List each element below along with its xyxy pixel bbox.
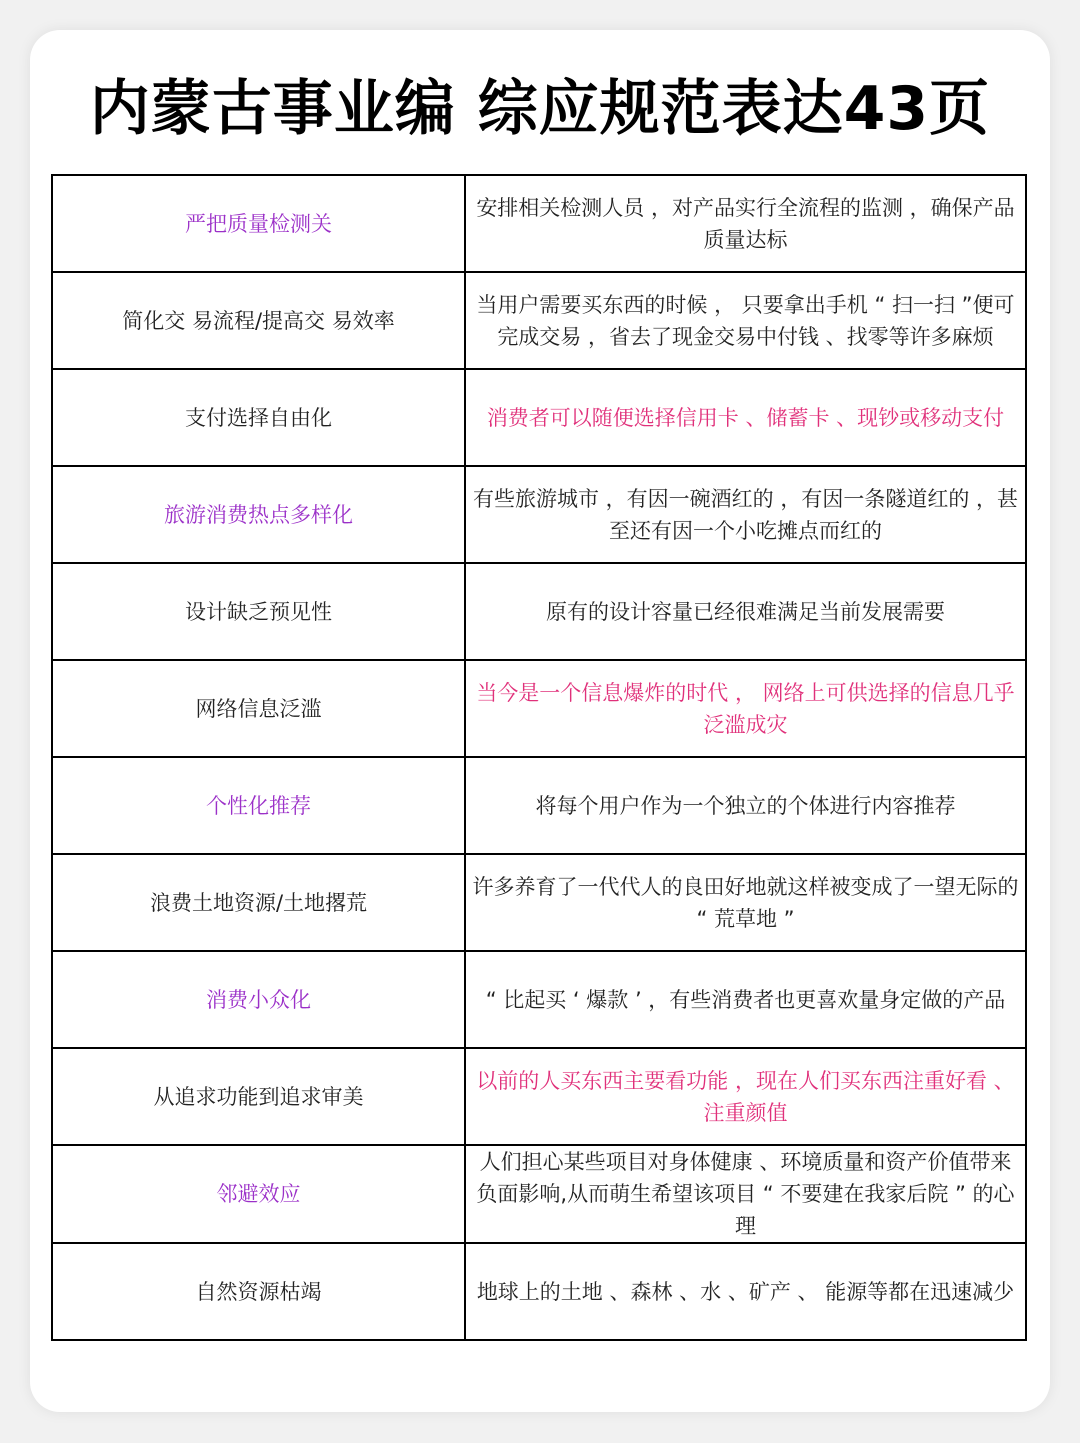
- table-row: [52, 951, 1026, 1048]
- term-cell: [52, 466, 465, 563]
- description-text: “ 比起买 ‘ 爆款 ’ ，有些消费者也更喜欢量身定做的产品: [485, 987, 1006, 1012]
- term-cell: [52, 175, 465, 272]
- table-row: [52, 660, 1026, 757]
- description-text: 以前的人买东西主要看功能 ，现在人们买东西注重好看 、注重颜值: [476, 1068, 1015, 1125]
- description-cell: [465, 563, 1026, 660]
- description-cell: [465, 175, 1026, 272]
- term-text: 个性化推荐: [206, 793, 311, 818]
- description-text: 原有的设计容量已经很难满足当前发展需要: [546, 599, 945, 624]
- table-row: [52, 369, 1026, 466]
- table-row: [52, 1243, 1026, 1340]
- description-cell: [465, 1145, 1026, 1243]
- term-text: 浪费土地资源/土地撂荒: [149, 890, 368, 915]
- term-cell: [52, 563, 465, 660]
- table-row: [52, 466, 1026, 563]
- table-row: [52, 563, 1026, 660]
- description-cell: [465, 272, 1026, 369]
- table-row: [52, 272, 1026, 369]
- description-cell: [465, 757, 1026, 854]
- expression-table-body: [52, 175, 1026, 1340]
- term-text: 严把质量检测关: [185, 211, 332, 236]
- term-text: 支付选择自由化: [185, 405, 332, 430]
- table-row: [52, 175, 1026, 272]
- term-text: 旅游消费热点多样化: [164, 502, 353, 527]
- description-cell: [465, 369, 1026, 466]
- term-cell: [52, 272, 465, 369]
- description-text: 地球上的土地 、森林 、水 、矿产 、 能源等都在迅速减少: [476, 1279, 1015, 1304]
- description-text: 许多养育了一代代人的良田好地就这样被变成了一望无际的 “ 荒草地 ”: [472, 874, 1019, 931]
- description-text: 当今是一个信息爆炸的时代 ， 网络上可供选择的信息几乎泛滥成灾: [476, 680, 1015, 737]
- description-cell: [465, 1048, 1026, 1145]
- term-text: 设计缺乏预见性: [185, 599, 332, 624]
- description-cell: [465, 660, 1026, 757]
- term-text: 从追求功能到追求审美: [153, 1084, 364, 1109]
- description-cell: [465, 854, 1026, 951]
- description-text: 当用户需要买东西的时候 ， 只要拿出手机 “ 扫一扫 ”便可完成交易 ，省去了现金交易中付钱 、找零等许多麻烦: [476, 292, 1015, 349]
- description-text: 人们担心某些项目对身体健康 、环境质量和资产价值带来负面影响,从而萌生希望该项目 “ 不要建在我家后院 ” 的心理: [476, 1150, 1015, 1238]
- term-cell: [52, 854, 465, 951]
- description-text: 有些旅游城市 ，有因一碗酒红的 ，有因一条隧道红的 ，甚至还有因一个小吃摊点而红的: [472, 486, 1019, 543]
- description-cell: [465, 951, 1026, 1048]
- term-text: 简化交 易流程/提高交 易效率: [122, 308, 395, 333]
- description-cell: [465, 1243, 1026, 1340]
- term-text: 邻避效应: [216, 1182, 301, 1206]
- term-cell: [52, 951, 465, 1048]
- table-row: [52, 854, 1026, 951]
- table-row: [52, 1145, 1026, 1243]
- term-text: 自然资源枯竭: [195, 1279, 322, 1304]
- term-cell: [52, 757, 465, 854]
- description-text: 安排相关检测人员 ，对产品实行全流程的监测 ，确保产品质量达标: [476, 195, 1015, 252]
- term-text: 消费小众化: [206, 987, 311, 1012]
- term-cell: [52, 1243, 465, 1340]
- term-text: 网络信息泛滥: [195, 696, 322, 721]
- term-cell: [52, 1145, 465, 1243]
- table-row: [52, 757, 1026, 854]
- term-cell: [52, 369, 465, 466]
- term-cell: [52, 660, 465, 757]
- description-text: 将每个用户作为一个独立的个体进行内容推荐: [535, 793, 956, 818]
- description-text: 消费者可以随便选择信用卡 、储蓄卡 、现钞或移动支付: [486, 405, 1005, 430]
- description-cell: [465, 466, 1026, 563]
- table-row: [52, 1048, 1026, 1145]
- term-cell: [52, 1048, 465, 1145]
- expression-table: [51, 174, 1027, 1341]
- page-title: 内蒙古事业编 综应规范表达43页: [89, 74, 991, 144]
